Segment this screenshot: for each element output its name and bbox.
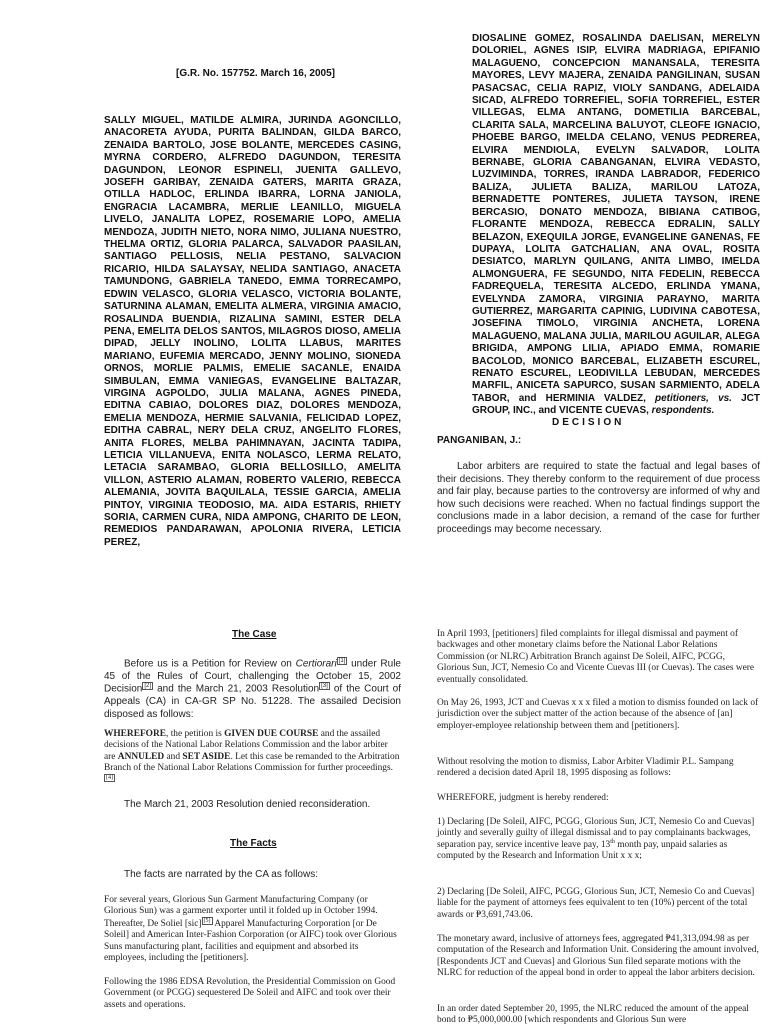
petitioner-names-left: SALLY MIGUEL, MATILDE ALMIRA, JURINDA AGONCILLO, ANACORETA AYUDA, PURITA BALINDAN, GILDA BARCO, ZENAIDA BARTOLO, JOSE BOLANTE, MERCEDES CASING, MYRNA CORDERO, ALFREDO DAGUNDON, TERESITA DAGUNDON, LEONOR ESPINELI, JUENITA GALLEVO, JOSEFH GARIBAY, ZENAIDA GATERS, MARITA GRAZA, OTILLA HADLOC, ERLINDA IBARRA, LORNA JANIOLA, ENGRACIA LACAMBRA, MERLIE LEANILLO, MIGUELA LIVELO, JANALITA LOPEZ, ROSEMARIE LOPO, AMELIA MENDOZA, JUDITH NIETO, NORA NIMO, JULIANA NUESTRO, THELMA ORTIZ, GLORIA PALARCA, SALVADOR PAASILAN, SANTIAGO PELLOSIS, NELIA PESTANO, SALVACION RICARIO, HILDA SALAYSAY, NELIDA SANTIAGO, ANACETA TAMUNDONG, GABRIELA TANEDO, EMMA TORRECAMPO, EDWIN VELASCO, GLORIA VELASCO, VICTORIA BOLANTE, SATURNINA ALAMAN, EMELITA ALMERA, VIRGINIA AMACIO, ROSALINDA BUENDIA, RIZALINA SAMINI, ESTER DELA PENA, EMELITA DELOS SANTOS, MILAGROS DIOSO, AMELIA DIPAD, JELLY INOLINO, LOLITA LLABUS, MARITES MARIANO, EUFEMIA MERCADO, JENNY MOLINO, SIONEDA ORNOS, MORLIE PALMIS, EMELIE SACANLE, ENAIDA SIMBULAN, EMMA VANIEGAS, EVANGELINE BALTAZAR, VIRGINA AGPOLDO, JULIA MALANA, AGNES PINEDA, EDITNA CABIAO, DOLORES DIAZ, DOLORES MENDOZA, EMELIA MENDOZA, HERMIE SALVANIA, FELICIDAD LOPEZ, EDITHA CABRAL, NERY DELA CRUZ, ANGELITO FLORES, ANITA FLORES, MELBA PAHIMNAYAN, JACINTA TADIPA, LETICIA VILLANUEVA, ENITA NOLASCO, LERMA RELATO, LETACIA SARAMBAO, GLORIA BELLOSILLO, AMELITA VILLON, ASTERIO ALAMAN, ROBERTO VALERIO, REBECCA ALEMANIA, JOVITA BAQUILALA, TESSIE GARCIA, AMELIA PINTOY, VIRGINIA TEODOSIO, MA. AIDA ESTARIS, RHIETY SORIA, CARMEN CURA, NIDA AMPONG, CHARITO DE LEON, REMEDIOS PANDARAWAN, APOLONIA RIVERA, LETICIA PEREZ, xyxy=(104,115,401,548)
petitioner-names-right xyxy=(472,33,760,418)
right-paragraph-5: The monetary award, inclusive of attorneys fees, aggregated ₱41,313,094.98 as per computation of the Research and Information Unit. Considering the amount involved, [Respondents JCT and Cuevas] and Glorious Sun filed separate motions with the NLRC for reduction of the appeal bond in order to appeal the labor arbiters decision. xyxy=(437,934,759,979)
intro-paragraph: Labor arbiters are required to state the factual and legal bases of their decisions. They thereby conform to the requirement of due process and fair play, because parties to the controversy are informed of why and how such decisions were reached. When no factual findings support the conclusions made in a labor decision, a remand of the case for further proceedings may become necessary. xyxy=(437,461,760,535)
footnote-4-link[interactable]: [4] xyxy=(106,774,113,781)
dispositive-quote: WHEREFORE, the petition is GIVEN DUE COURSE and the assailed decisions of the National Labor Relations Commission and the labor arbiter are ANNULED and SET ASIDE. Let this case be remanded to the Arbitration Branch of the National Labor Relations Commission for further proceedings.[4] xyxy=(104,729,400,781)
right-paragraph-1: In April 1993, [petitioners] filed complaints for illegal dismissal and payment of backwages and other monetary claims before the National Labor Relations Commission (or NLRC) Arbitration Branch against De Soleil, AIFC, PCGG, Glorious Sun, JCT, Nemesio Co and Vicente Cuevas III (or Cuevas). The cases were eventually consolidated. xyxy=(437,629,755,685)
footnote-2-link[interactable]: [2] xyxy=(144,683,152,690)
the-case-heading: The Case xyxy=(232,629,277,640)
respondents-label: respondents. xyxy=(651,405,715,417)
footnote-3-link[interactable]: [3] xyxy=(321,683,328,690)
facts-intro: The facts are narrated by the CA as follows: xyxy=(124,869,318,880)
judgment-item-1: 1) Declaring [De Soleil, AIFC, PCGG, Glorious Sun, JCT, Nemesio Co and Cuevas] jointly and severally guilty of illegal dismissal and to pay complainants backwages, separation pay, service incentive leave pay, 13th month pay, unpaid salaries as computed by the Research and Information Unit x x x; xyxy=(437,817,755,862)
ponente: PANGANIBAN, J.: xyxy=(437,435,522,446)
respondent-names-1: JCT GROUP, INC., xyxy=(472,392,761,417)
footnote-5-link[interactable]: [5] xyxy=(203,917,211,924)
petitioners-label: petitioners, xyxy=(655,392,709,404)
right-paragraph-6: In an order dated September 20, 1995, the NLRC reduced the amount of the appeal bond to ₱5,000,000.00 [which respondents and Glorious Sun were xyxy=(437,1004,749,1026)
facts-paragraph-1: For several years, Glorious Sun Garment Manufacturing Company (or Glorious Sun) was a garment exporter until it folded up in October 1994. Thereafter, De Soliel [sic] [5] Apparel Manufacturing Corporation [or De Soleil] and American Inter-Fashion Corporation (or AIFC) took over Glorious Suns manufacturing plant, facilities and equipment and absorbed its employees, including the [petitioners]. xyxy=(104,895,397,964)
facts-paragraph-2: Following the 1986 EDSA Revolution, the Presidential Commission on Good Government (or PCGG) sequestered De Soleil and AIFC and took over their assets and operations. xyxy=(104,977,396,1010)
certiorari-term: Certiorari xyxy=(295,658,337,670)
decision-heading: DECISION xyxy=(552,417,625,428)
the-facts-heading: The Facts xyxy=(230,838,277,849)
case-paragraph: Before us is a Petition for Review on Certiorari [1] under Rule 45 of the Rules of Court, challenging the October 15, 2002 Decision [2] and the March 21, 2003 Resolution [3] of the Court of Appeals (CA) in CA-GR SP No. 51228. The assailed Decision disposed as follows: xyxy=(104,658,402,720)
petitioner-names-continued: DIOSALINE GOMEZ, ROSALINDA DAELISAN, MERELYN DOLORIEL, AGNES ISIP, ELVIRA MADRIAGA, EPIFANIO MALAGUENO, CONCEPCION MANANSALA, TERESITA MAYORES, LEVY MAJERA, ZENAIDA PANGILINAN, SUSAN PASACSAC, CELIA RAPIZ, VIOLY SANDANG, ADELAIDA SICAD, ALFREDO TORREFIEL, SOFIA TORREFIEL, ESTER VILLEGAS, ELMA ANTANG, DOMETILIA BARCEBAL, CLARITA SALA, MARCELINA BALUYOT, CLEOFE IGNACIO, PHOEBE BARGO, IMELDA CELANO, VENUS PEDREREA, ELVIRA MENDIOLA, EVELYN SALVADOR, LOLITA BERNABE, GLORIA CABANGANAN, ELVIRA VEDASTO, LUZVIMINDA, TORRES, IRANDA LABRADOR, FEDERICO BALIZA, JULIETA BALIZA, MARILOU LATOZA, BERNADETTE PONTERES, JULIETA TAYSON, IRENE BERCASIO, DONATO MENDOZA, BIBIANA CATIBOG, FLORANTE MENDOZA, REBECCA EDRALIN, SALLY BELAZON, EXEQUILA JORGE, EVANGELINE GANENAS, FE DUPAYA, LOLITA GATCHALIAN, ANA OVAL, ROSITA DESIATCO, MARLYN QUILANG, ANITA LIMBO, IMELDA ALMONGUERA, FE SEGUNDO, NITA FEDELIN, REBECCA FADREQUELA, TERESITA ALCEDO, ERLINDA YMANA, EVELYNDA ZAMORA, VIRGINIA PARAYNO, MARITA GUTIERREZ, MARGARITA CAPINIG, LUDIVINA CABOTESA, JOSEFINA TIMOLO, VIRGINIA ANCHETA, LORENA MALAGUENO, MALANA JULIA, MARILOU AGUILAR, ALEGA BRIGIDA, AMPONG LILIA, APIADO EMMA, ROMARIE BACOLOD, MONICO BARCEBAL, ELIZABETH ESCUREL, RENATO ESCUREL, LEODIVILLA LEBUDAN, MERCEDES MARFIL, ANICETA SAPURCO, SUSAN SARMIENTO, ADELA TABOR, and HERMINIA VALDEZ, xyxy=(472,33,760,404)
respondent-names-2: and VICENTE CUEVAS, xyxy=(538,405,649,417)
footnote-1-link[interactable]: [1] xyxy=(338,658,346,664)
resolution-note: The March 21, 2003 Resolution denied reconsideration. xyxy=(124,799,371,810)
right-paragraph-4: WHEREFORE, judgment is hereby rendered: xyxy=(437,793,609,803)
judgment-item-2: 2) Declaring [De Soleil, AIFC, PCGG, Glorious Sun, JCT, Nemesio Co and Cuevas] liable for the payment of attorneys fees equivalent to ten (10%) percent of the total awards or ₱3,691,743.06. xyxy=(437,887,755,920)
right-paragraph-3: Without resolving the motion to dismiss, Labor Arbiter Vladimir P.L. Sampang rendered a decision dated April 18, 1995 disposing as follows: xyxy=(437,757,734,779)
vs-label: vs. xyxy=(718,392,732,404)
right-paragraph-2: On May 26, 1993, JCT and Cuevas x x x filed a motion to dismiss founded on lack of jurisdiction over the subject matter of the action because of the absence of [an] employer-employee relationship between them and [petitioners]. xyxy=(437,698,759,731)
case-number: [G.R. No. 157752. March 16, 2005] xyxy=(176,68,335,79)
